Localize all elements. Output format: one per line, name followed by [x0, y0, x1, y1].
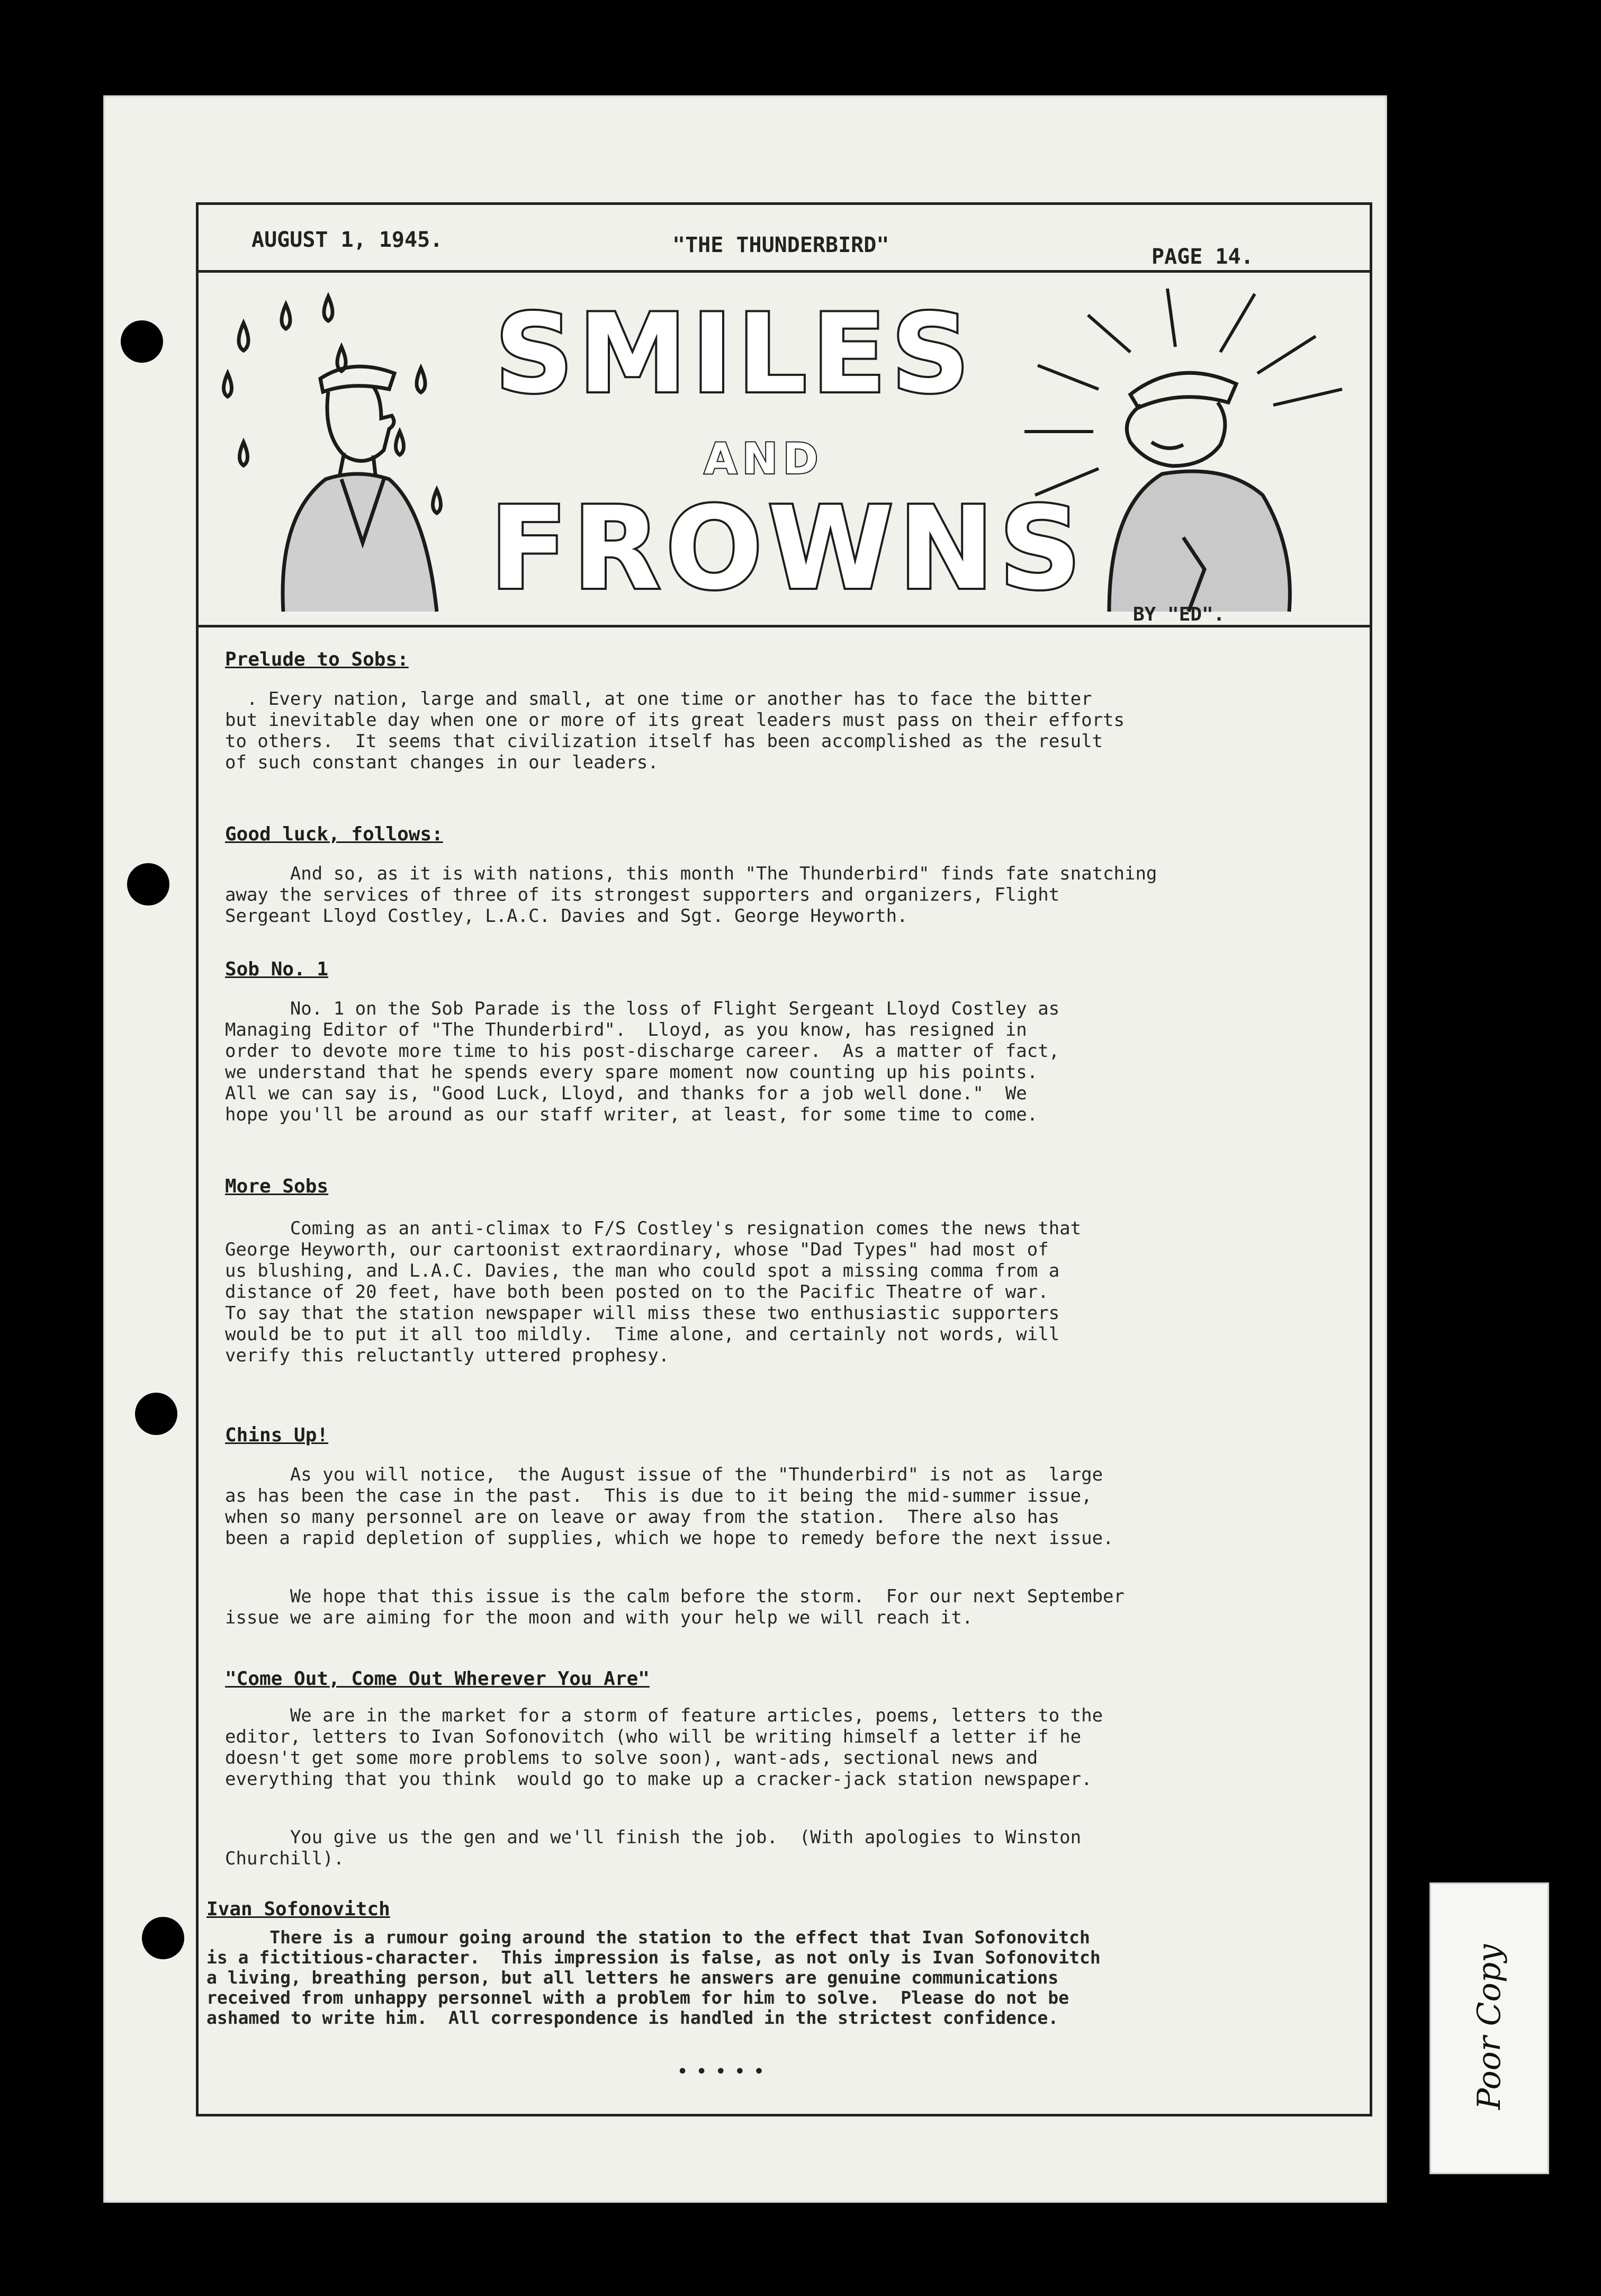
section-heading-come-out: "Come Out, Come Out Wherever You Are" — [225, 1668, 650, 1690]
section-text-prelude: . Every nation, large and small, at one time or another has to face the bitter but inevitable day when one or more of its great leaders must pass on their efforts to others. It seems that civilization itself has been accomplished as the result of such constant changes in our leaders. — [225, 688, 1125, 773]
section-text-more-sobs: Coming as an anti-climax to F/S Costley's resignation comes the news that George Heyworth, our cartoonist extraordinary, whose "Dad Types" had most of us blushing, and L.A.C. Davies, the man who could spot a missing comma from a distance of 20 feet, have both been posted on to the Pacific Theatre of war. To say that the station newspaper will miss these two enthusiastic supporters would be to put it all too mildly. Time alone, and certainly not words, will verify this reluctantly uttered prophesy. — [225, 1218, 1082, 1366]
section-text-good-luck: And so, as it is with nations, this month "The Thunderbird" finds fate snatching away the services of three of its strongest supporters and organizers, Flight Sergeant Lloyd Costley, L.A.C. Davies and Sgt. George Heyworth. — [225, 863, 1157, 927]
banner-title-and: AND — [704, 434, 824, 483]
section-heading-prelude: Prelude to Sobs: — [225, 649, 409, 670]
punch-hole-top — [121, 320, 163, 363]
section-heading-sob-no-1: Sob No. 1 — [225, 958, 329, 980]
section-text-chins-up: As you will notice, the August issue of the "Thunderbird" is not as large as has been the case in the past. This is due to it being the mid-summer issue, when so many personnel are on leave or away from the station. There also has been a rapid depletion of supplies, which we hope to remedy before the next issue. — [225, 1464, 1114, 1549]
page-number: PAGE 14. — [1152, 245, 1254, 269]
smiling-airman-icon — [1109, 373, 1290, 612]
byline: BY "ED". — [1133, 604, 1225, 625]
poor-copy-text: Poor Copy — [1471, 1944, 1508, 2110]
frowning-airman-icon — [283, 366, 437, 612]
section-text-come-out: We are in the market for a storm of feature articles, poems, letters to the editor, letters to Ivan Sofonovitch (who will be writing himself a letter if he doesn't get some more problems to solve soon), want-ads, sectional news and everything that you think would go to make up a cracker-jack station newspaper. — [225, 1705, 1103, 1790]
section-heading-chins-up: Chins Up! — [225, 1424, 329, 1446]
issue-date: AUGUST 1, 1945. — [251, 228, 443, 252]
punch-hole-bottom — [142, 1917, 184, 1959]
section-text-ivan: There is a rumour going around the station to the effect that Ivan Sofonovitch is a fictitious-character. This impression is false, as not only is Ivan Sofonovitch a living, breathing person, but all letters he answers are genuine communications received from unhappy personnel with a problem for him to solve. Please do not be ashamed to write him. All correspondence is handled in the strictest confidence. — [206, 1927, 1101, 2028]
section-text-come-out-2: You give us the gen and we'll finish the job. (With apologies to Winston Churchill). — [225, 1827, 1082, 1869]
punch-hole-upper — [127, 863, 169, 905]
banner-title-smiles: SMILES — [495, 291, 975, 417]
section-heading-good-luck: Good luck, follows: — [225, 823, 443, 845]
publication-name: "THE THUNDERBIRD" — [672, 233, 889, 257]
footer-dots: • • • • • — [678, 2062, 764, 2081]
poor-copy-stamp — [1429, 1882, 1549, 2174]
section-heading-ivan: Ivan Sofonovitch — [206, 1898, 390, 1920]
section-heading-more-sobs: More Sobs — [225, 1176, 329, 1197]
punch-hole-lower — [135, 1393, 177, 1435]
section-text-chins-up-2: We hope that this issue is the calm before the storm. For our next September issue we are aiming for the moon and with your help we will reach it. — [225, 1586, 1125, 1628]
banner-title-frowns: FROWNS — [490, 482, 1087, 615]
section-text-sob-no-1: No. 1 on the Sob Parade is the loss of Flight Sergeant Lloyd Costley as Managing Editor of "The Thunderbird". Lloyd, as you know, has resigned in order to devote more time to his post-discharge career. As a matter of fact, we understand that he spends every spare moment now counting up his points. All we can say is, "Good Luck, Lloyd, and thanks for a job well done." We hope you'll be around as our staff writer, at least, for some time to come. — [225, 998, 1060, 1125]
